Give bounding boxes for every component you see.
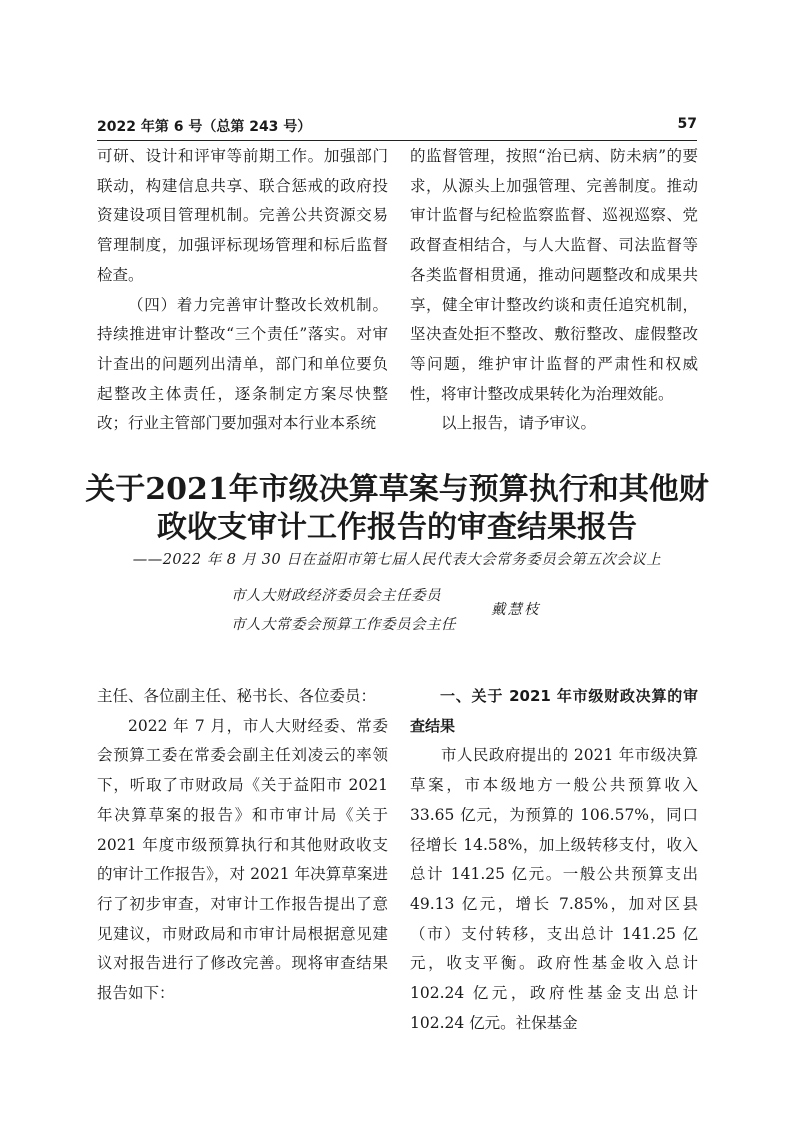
running-header [97,116,697,141]
salutation: 主任、各位副主任、秘书长、各位委员： [97,687,377,705]
paragraph: 可研、设计和评审等前期工作。加强部门联动，构建信息共享、联合惩戒的政府投资建设项目管理机制。完善公共资源交易管理制度，加强评标现场管理和标后监督检查。 [97,147,388,284]
author-role-1: 市人大财政经济委员会主任委员 [231,588,441,604]
bottom-right-column [410,682,698,1038]
page-number: 57 [677,116,697,132]
paragraph: 市人民政府提出的 2021 年市级决算草案，市本级地方一般公共预算收入 33.65 亿元，为预算的 106.57%，同口径增长 14.58%，加上级转移支付，收入总计 141.25 亿元。一般公共预算支出 49.13 亿元，增长 7.85%，加对区县（市）支付转移，支出总计 141.25 亿元，收支平衡。政府性基金收入总计 102.24 亿元，政府性基金支出总计 102.24 亿元。社保基金 [410,746,698,1032]
article-subtitle: ——2022 年 8 月 30 日在益阳市第七届人民代表大会常务委员会第五次会议上 [132,552,662,568]
paragraph-body: 持续推进审计整改“三个责任”落实。对审计查出的问题列出清单，部门和单位要负起整改主体责任，逐条制定方案尽快整改；行业主管部门要加强对本行业本系统 [97,325,388,433]
bottom-left-column [97,682,388,1009]
section-heading: 一、关于 2021 年市级财政决算的审查结果 [410,687,698,735]
subsection-heading: （四）着力完善审计整改长效机制。 [128,295,388,314]
closing-line: 以上报告，请予审议。 [441,414,597,433]
paragraph: 2022 年 7 月，市人大财经委、常委会预算工委在常委会副主任刘凌云的率领下，听取了市财政局《关于益阳市 2021 年决算草案的报告》和市审计局《关于 2021 年度市级预算执行和其他财政收支的审计工作报告》，对 2021 年决算草案进行了初步审查，对审计工作报告提出了意见建议，市财政局和市审计局根据意见建议对报告进行了修改完善。现将审查结果报告如下： [97,716,388,1003]
paragraph: 的监督管理，按照“治已病、防未病”的要求，从源头上加强管理、完善制度。推动审计监督与纪检监察监督、巡视巡察、党政督查相结合，与人大监督、司法监督等各类监督相贯通，推动问题整改和成果共享，健全审计整改约谈和责任追究机制，坚决查处拒不整改、敷衍整改、虚假整改等问题，维护审计监督的严肃性和权威性，将审计整改成果转化为治理效能。 [410,147,698,403]
paragraph [97,291,388,440]
article-title-line2: 政收支审计工作报告的审查结果报告 [157,510,637,545]
top-right-column [410,142,698,439]
top-left-column [97,142,388,439]
article-title-line1: 关于2021年市级决算草案与预算执行和其他财 [85,472,709,507]
author-name: 戴慧枝 [491,602,541,618]
issue-label: 2022 年第 6 号（总第 243 号） [97,119,312,135]
author-role-2: 市人大常委会预算工作委员会主任 [231,617,456,633]
